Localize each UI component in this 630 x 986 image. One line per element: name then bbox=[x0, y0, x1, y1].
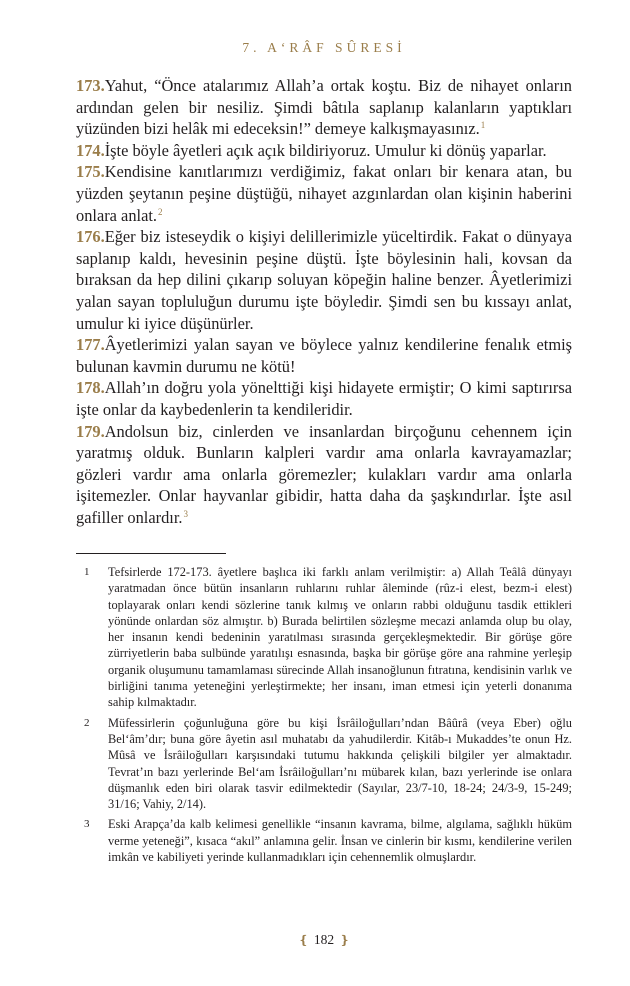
verse-number: 173. bbox=[76, 76, 105, 95]
footnote-2 bbox=[76, 715, 572, 813]
verse-text: Âyetlerimizi yalan sayan ve böylece yalnız kendilerine fenalık etmiş bulunan kavmin durumu ne kötü! bbox=[76, 335, 572, 376]
footnote-list bbox=[76, 564, 572, 869]
footnote-number: 2 bbox=[84, 716, 90, 729]
verse-text: Andolsun biz, cinlerden ve insanlardan birçoğunu cehennem için yaratmış olduk. Bunların kalpleri vardır ama onlarla kavrayamazlar; gözleri vardır ama onlarla göremezler; kulakları vardır ama onlarla işitemezler. Onlar hayvanlar gibidir, hatta daha da şaşkındırlar. İşte asıl gafiller onlardır. bbox=[76, 421, 572, 527]
footnote-text: Müfessirlerin çoğunluğuna göre bu kişi İsrâiloğulları’ndan Bâûrâ (veya Eber) oğlu Bel‘âm’dır; buna göre âyetin asıl muhatabı da yahudilerdir. Kitâb-ı Mukaddes’te onun Hz. Mûsâ ve İsrâiloğulları karşısındaki tutumu hakkında çelişkili bilgiler yer almaktadır. Tevrat’ın bazı yerlerinde Bel‘am İsrâiloğulları’nı mübarek kılan, bazı yerlerinde ise onlara düşmanlık eden biri olarak tasvir edilmektedir (Sayılar, 23/7-10, 18-24; 24/3-9, 15-249; 31/16; Vahiy, 2/14). bbox=[108, 715, 572, 812]
verse-179 bbox=[76, 421, 572, 529]
verse-text: Eğer biz isteseydik o kişiyi delillerimizle yüceltirdik. Fakat o dünyaya saplanıp kaldı, hevesinin peşine düştü. İşte böylesinin hali, kovsan da bıraksan da hep dilini çıkarıp soluyan köpeğin haline benzer. Âyetlerimizi yalan sayan topluluğun durumu işte böyledir. Şimdi sen bu kıssayı anlat, umulur ki iyice düşünürler. bbox=[76, 227, 572, 333]
verse-174 bbox=[76, 140, 572, 162]
verse-text: İşte böyle âyetleri açık açık bildiriyoruz. Umulur ki dönüş yaparlar. bbox=[104, 140, 547, 160]
footnote-3 bbox=[76, 816, 572, 865]
ornament-right-icon: ❵ bbox=[339, 933, 350, 947]
verse-number: 178. bbox=[76, 378, 105, 398]
footnote-text: Eski Arapça’da kalb kelimesi genellikle “insanın kavrama, bilme, algılama, sağlıklı hüküm verme yeteneği”, kısaca “akıl” anlamına gelir. İnsan ve cinlerin bir kısmı, kendilerine verilen imkân ve kabiliyeti yerinde kullanmadıkları için cehennemlik olmuşlardır. bbox=[108, 817, 572, 865]
footnote-ref[interactable]: 1 bbox=[480, 120, 486, 131]
footnote-text: Tefsirlerde 172-173. âyetlere başlıca iki farklı anlam verilmiştir: a) Allah Teâlâ dünyayı yaratmadan önce bütün insanların ruhlarını ruhlar âleminde (rûz-i elest, bezm-i elest) toplayarak onları kendi sözlerine tanık kılmış ve onların rabbi olduğunu tasdik ettikleri yönünde onlardan söz almıştır. b) Burada belirtilen sözleşme mecazi anlamda olup bu olay, her insanın kendi bedeninin yaratılması sırasında gerçekleşmektedir. Bir görüşe göre zürriyetlerin baba sulbünde yaratılışı esnasında, başka bir görüşe göre ana rahmine yerleşip organik oluşumunu tamamlaması sürecinde Allah insanoğlunun fıtratına, kendisinin varlık ve birliğini tanıma yeteneğini yerleştirmekte; her insanı, iman etmesi için yeterli donanıma sahip kılmaktadır. bbox=[108, 565, 572, 710]
verse-176 bbox=[76, 226, 572, 334]
verse-number: 176. bbox=[76, 227, 105, 247]
footnote-divider bbox=[76, 553, 226, 554]
page-number: 182 bbox=[313, 932, 335, 947]
footnote-ref[interactable]: 3 bbox=[183, 508, 188, 519]
footnote-number: 3 bbox=[84, 818, 90, 831]
footnote-1 bbox=[76, 564, 572, 711]
verse-177 bbox=[76, 334, 572, 377]
verse-173 bbox=[76, 75, 572, 140]
verse-number: 177. bbox=[76, 335, 105, 355]
verse-text: Allah’ın doğru yola yönelttiği kişi hidayete ermiştir; O kimi saptırırsa işte onlar da kaybedenlerin ta kendileridir. bbox=[76, 378, 572, 419]
verse-list bbox=[76, 75, 572, 528]
footnote-ref[interactable]: 2 bbox=[158, 206, 163, 217]
verse-number: 174. bbox=[76, 140, 105, 160]
verse-175 bbox=[76, 161, 572, 226]
verse-number: 175. bbox=[76, 162, 105, 182]
verse-number: 179. bbox=[76, 421, 105, 441]
verse-text: Kendisine kanıtlarımızı verdiğimiz, fakat onları bir kenara atan, bu yüzden şeytanın peşine düştüğü, nihayet azgınlardan olan kişinin haberini onlara anlat. bbox=[76, 162, 572, 225]
verse-text: Yahut, “Önce atalarımız Allah’a ortak koştu. Biz de nihayet onların ardından gelen bir nesiliz. Şimdi bâtıla saplanıp kalanların yaptıkları yüzünden bizi helâk mi edeceksin!” demeye kalkışmayasınız. bbox=[76, 76, 572, 139]
running-title: 7. A‘RÂF SÛRESİ bbox=[242, 40, 406, 55]
ornament-left-icon: ❴ bbox=[298, 933, 309, 947]
verse-178 bbox=[76, 377, 572, 420]
footnote-number: 1 bbox=[84, 566, 90, 578]
page-number-footer bbox=[76, 932, 572, 948]
